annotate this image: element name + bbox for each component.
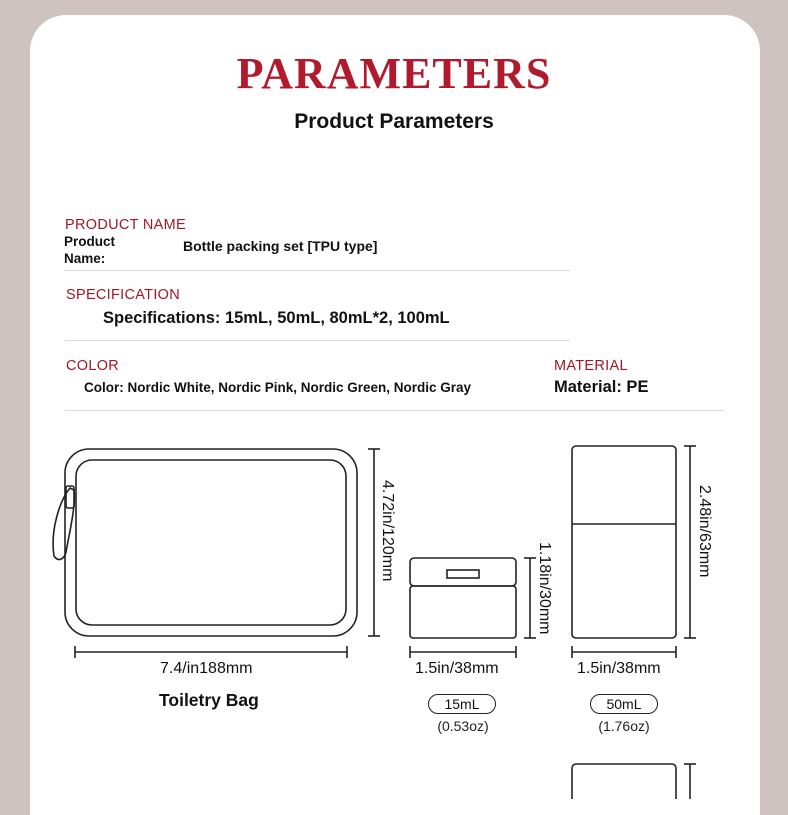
next-bottle-body [572, 764, 676, 799]
zipper-pull-icon [53, 488, 74, 559]
page-title: PARAMETERS [236, 49, 552, 98]
jar-lid [410, 558, 516, 586]
bag-height-label: 4.72in/120mm [379, 480, 396, 582]
product-name-key-line2: Name: [64, 251, 106, 266]
jar-ounces: (0.53oz) [437, 718, 489, 734]
bottle-height-label: 2.48in/63mm [696, 485, 713, 578]
bottle-volume-badge: 50mL [590, 694, 658, 714]
page-subtitle: Product Parameters [294, 110, 494, 133]
bottle-body [572, 446, 676, 638]
material-value: Material: PE [554, 378, 649, 396]
color-label: COLOR [66, 358, 120, 374]
material-label: MATERIAL [554, 358, 628, 374]
jar-body [410, 586, 516, 638]
product-name-key-line1: Product [64, 234, 116, 249]
toiletry-bag-inner [76, 460, 346, 625]
toiletry-bag-caption: Toiletry Bag [159, 690, 259, 710]
specification-label: SPECIFICATION [66, 287, 181, 303]
product-name-value: Bottle packing set [TPU type] [183, 238, 378, 254]
jar-height-label: 1.18in/30mm [536, 542, 553, 635]
color-value: Color: Nordic White, Nordic Pink, Nordic Green, Nordic Gray [84, 380, 472, 395]
product-name-label: PRODUCT NAME [65, 217, 186, 233]
specification-value: Specifications: 15mL, 50mL, 80mL*2, 100mL [103, 309, 450, 327]
jar-width-label: 1.5in/38mm [415, 660, 499, 677]
toiletry-bag-outer [65, 449, 357, 636]
bag-width-label: 7.4/in188mm [160, 660, 253, 677]
bottle-width-label: 1.5in/38mm [577, 660, 661, 677]
jar-volume-badge: 15mL [428, 694, 496, 714]
bottle-ounces: (1.76oz) [598, 718, 650, 734]
